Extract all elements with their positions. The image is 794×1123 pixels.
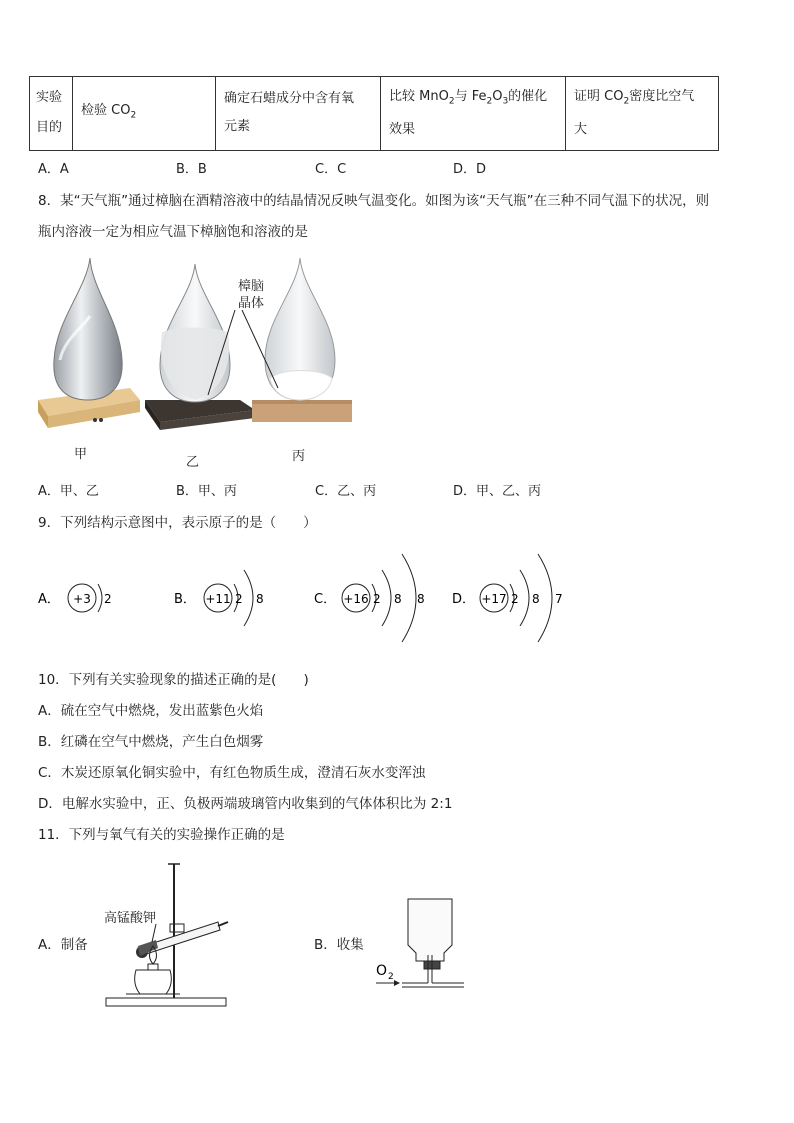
- q7-option-d[interactable]: D．D: [453, 162, 487, 177]
- atom-c-nucleus-label: +16: [343, 592, 369, 606]
- reagent-label: 高锰酸钾: [104, 911, 157, 926]
- atom-diagrams: [30, 540, 590, 652]
- apparatus-preparation: [96, 860, 236, 1012]
- atom-a-letter: A．: [38, 592, 60, 607]
- row-header-line2: 目的: [36, 120, 63, 136]
- cell-b-line1: 确定石蜡成分中含有氧: [224, 91, 355, 107]
- atom-c-shell3: 8: [417, 592, 425, 606]
- cell-d-text2: 密度比空气: [629, 89, 695, 104]
- atom-a[interactable]: [38, 584, 112, 612]
- cell-d-sub: 2: [623, 96, 630, 107]
- atom-d[interactable]: [452, 554, 563, 642]
- weather-bottle-figure: [30, 250, 370, 475]
- atom-d-shell2: 8: [532, 592, 540, 606]
- table-row: [30, 77, 719, 151]
- q10-option-d[interactable]: D．电解水实验中，正、负极两端玻璃管内收集到的气体体积比为 2:1: [38, 796, 453, 812]
- q8-option-c[interactable]: C．乙、丙: [315, 484, 377, 499]
- bottle-jia: [38, 258, 140, 428]
- label-yi: 乙: [186, 455, 200, 470]
- cell-d: [566, 77, 719, 151]
- cell-c-text4: 的催化: [508, 89, 548, 104]
- cell-d-line2: 大: [574, 121, 588, 137]
- q10-question: 10．下列有关实验现象的描述正确的是( ): [38, 672, 309, 688]
- q11-option-b-label[interactable]: B．收集: [314, 937, 364, 953]
- atom-b-nucleus-label: +11: [205, 592, 231, 606]
- gas-label: O: [376, 963, 388, 979]
- atom-c-letter: C．: [314, 592, 337, 607]
- alcohol-lamp: [135, 970, 172, 994]
- cell-b-line2: 元素: [224, 119, 251, 135]
- stand-base: [106, 998, 226, 1006]
- callout-line2: 晶体: [238, 296, 265, 311]
- cell-a: [73, 77, 216, 151]
- cell-c-text3: O: [492, 89, 503, 104]
- row-header: [30, 77, 73, 151]
- apparatus-collection: [372, 895, 472, 991]
- label-bing: 丙: [292, 449, 306, 464]
- atom-b-letter: B．: [174, 592, 196, 607]
- cell-b: [216, 77, 381, 151]
- atom-a-shell1: 2: [104, 592, 112, 606]
- q11-option-a-label[interactable]: A．制备: [38, 937, 88, 953]
- atom-d-letter: D．: [452, 592, 476, 607]
- q8-question-line1: 8．某“天气瓶”通过樟脑在酒精溶液中的结晶情况反映气温变化。如图为该“天气瓶”在三种不同气温下的状况，则: [38, 193, 710, 209]
- q11-question: 11．下列与氧气有关的实验操作正确的是: [38, 827, 285, 843]
- atom-c-shell1: 2: [373, 592, 381, 606]
- cell-a-sub: 2: [130, 110, 137, 121]
- atom-b-shell2: 8: [256, 592, 264, 606]
- q10-option-a[interactable]: A．硫在空气中燃烧，发出蓝紫色火焰: [38, 703, 264, 719]
- bottle-bing: [252, 258, 352, 422]
- cell-c-text2: 与 Fe: [454, 89, 487, 104]
- q8-option-b[interactable]: B．甲、丙: [176, 484, 237, 499]
- row-header-line1: 实验: [36, 90, 63, 106]
- cell-c-sub1: 2: [448, 96, 455, 107]
- q8-option-d[interactable]: D．甲、乙、丙: [453, 484, 542, 499]
- cell-c: [381, 77, 566, 151]
- gas-bottle: [408, 899, 452, 961]
- gas-label-sub: 2: [388, 972, 394, 982]
- q7-option-b[interactable]: B．B: [176, 162, 207, 177]
- q8-question-line2: 瓶内溶液一定为相应气温下樟脑饱和溶液的是: [38, 224, 308, 240]
- atom-d-shell3: 7: [555, 592, 563, 606]
- cell-c-sub3: 3: [502, 96, 509, 107]
- experiment-table: [29, 76, 719, 151]
- q7-option-c[interactable]: C．C: [315, 162, 347, 177]
- cell-c-text1: 比较 MnO: [389, 89, 449, 104]
- q10-option-b[interactable]: B．红磷在空气中燃烧，产生白色烟雾: [38, 734, 264, 750]
- atom-a-nucleus-label: +3: [73, 592, 91, 606]
- atom-b-shell1: 2: [235, 592, 243, 606]
- cell-d-text1: 证明 CO: [574, 89, 624, 104]
- q8-option-a[interactable]: A．甲、乙: [38, 484, 99, 499]
- q7-option-a[interactable]: A．A: [38, 162, 69, 177]
- label-jia: 甲: [74, 447, 88, 462]
- q9-question: 9．下列结构示意图中，表示原子的是（ ）: [38, 515, 317, 531]
- q10-option-c[interactable]: C．木炭还原氧化铜实验中，有红色物质生成，澄清石灰水变浑浊: [38, 765, 426, 781]
- atom-c[interactable]: [314, 554, 425, 642]
- cell-a-text: 检验 CO: [81, 103, 131, 118]
- callout-line1: 樟脑: [238, 279, 265, 294]
- atom-d-nucleus-label: +17: [481, 592, 507, 606]
- cell-c-line2: 效果: [389, 121, 416, 137]
- atom-c-shell2: 8: [394, 592, 402, 606]
- atom-b[interactable]: [174, 570, 264, 626]
- cell-c-sub2: 2: [486, 96, 493, 107]
- atom-d-shell1: 2: [511, 592, 519, 606]
